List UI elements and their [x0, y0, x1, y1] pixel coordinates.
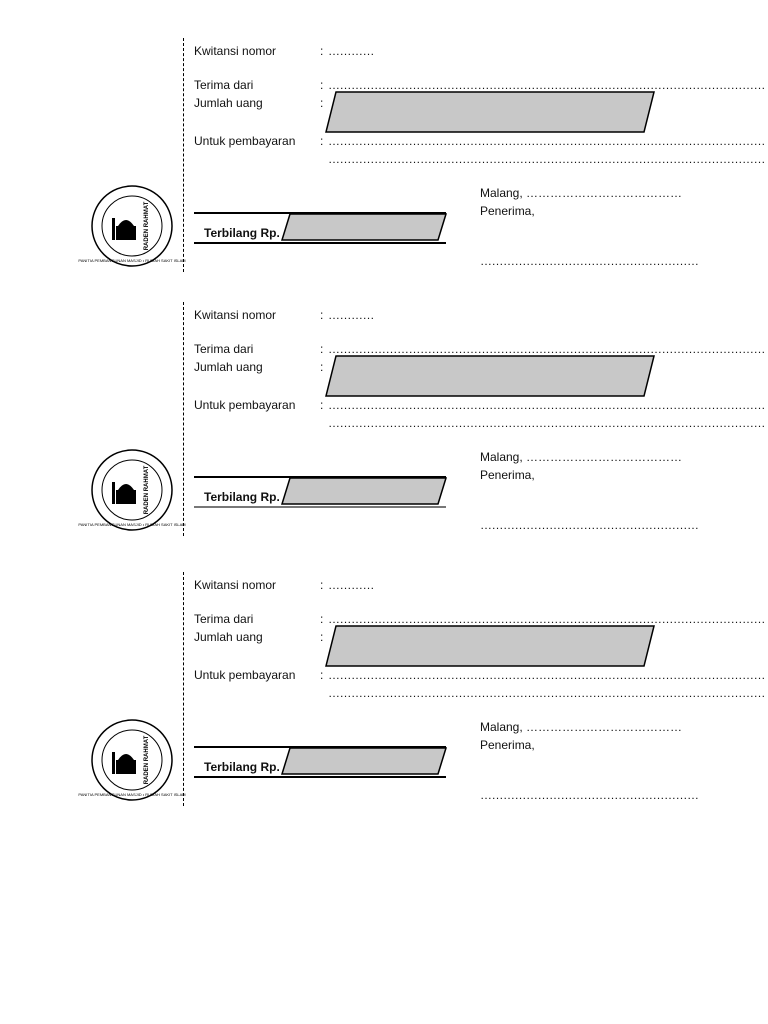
rule-bottom — [194, 776, 446, 778]
terbilang-box[interactable] — [282, 212, 448, 242]
place-date[interactable]: Malang, ………………………………… — [480, 720, 683, 734]
colon: : — [320, 398, 324, 412]
untuk-pembayaran-field-1[interactable]: …………………………………………………………………………………………………… — [328, 398, 765, 412]
signature-line[interactable]: ………………………………………………… — [480, 788, 699, 802]
penerima-label: Penerima, — [480, 468, 535, 482]
colon: : — [320, 342, 324, 356]
penerima-label: Penerima, — [480, 738, 535, 752]
kwitansi-label: Kwitansi nomor — [194, 578, 277, 592]
terima-dari-field[interactable]: …………………………………………………………………………………………………… — [328, 342, 765, 356]
colon: : — [320, 78, 324, 92]
receipt-1 — [72, 32, 765, 278]
kwitansi-label: Kwitansi nomor — [194, 308, 277, 322]
jumlah-uang-label: Jumlah uang — [194, 630, 263, 644]
terima-dari-label: Terima dari — [194, 342, 254, 356]
stamp-center-text: RADEN RAHMAT — [144, 735, 150, 785]
penerima-label: Penerima, — [480, 204, 535, 218]
kwitansi-label: Kwitansi nomor — [194, 44, 277, 58]
jumlah-uang-box[interactable] — [326, 624, 656, 668]
kwitansi-number-field[interactable]: ………… — [328, 578, 374, 592]
kwitansi-number-field[interactable]: ………… — [328, 44, 374, 58]
untuk-pembayaran-field-1[interactable]: …………………………………………………………………………………………………… — [328, 134, 765, 148]
terbilang-label: Terbilang Rp. — [204, 490, 280, 504]
stamp-logo-icon — [78, 184, 186, 268]
untuk-pembayaran-field-2[interactable]: …………………………………………………………………………………………………… — [328, 686, 765, 700]
receipt-stub — [78, 572, 184, 806]
kwitansi-number-field[interactable]: ………… — [328, 308, 374, 322]
untuk-pembayaran-label: Untuk pembayaran — [194, 668, 296, 682]
jumlah-uang-label: Jumlah uang — [194, 96, 263, 110]
untuk-pembayaran-field-1[interactable]: …………………………………………………………………………………………………… — [328, 668, 765, 682]
terbilang-label: Terbilang Rp. — [204, 226, 280, 240]
colon: : — [320, 360, 324, 374]
terima-dari-field[interactable]: …………………………………………………………………………………………………… — [328, 612, 765, 626]
signature-line[interactable]: ………………………………………………… — [480, 254, 699, 268]
receipt-stub — [78, 302, 184, 536]
colon: : — [320, 630, 324, 644]
place-date[interactable]: Malang, ………………………………… — [480, 450, 683, 464]
terima-dari-field[interactable]: …………………………………………………………………………………………………… — [328, 78, 765, 92]
rule-bottom — [194, 506, 446, 508]
colon: : — [320, 44, 324, 58]
colon: : — [320, 612, 324, 626]
colon: : — [320, 96, 324, 110]
stamp-ring-text: PANITIA PEMBANGUNAN MASJID • RUMAH SAKIT ISLAM — [78, 522, 186, 527]
jumlah-uang-label: Jumlah uang — [194, 360, 263, 374]
stamp-logo-icon — [78, 718, 186, 802]
stamp-center-text: RADEN RAHMAT — [144, 465, 150, 515]
untuk-pembayaran-label: Untuk pembayaran — [194, 398, 296, 412]
stamp-ring-text: PANITIA PEMBANGUNAN MASJID • RUMAH SAKIT ISLAM — [78, 258, 186, 263]
receipt-stub — [78, 38, 184, 272]
untuk-pembayaran-field-2[interactable]: …………………………………………………………………………………………………… — [328, 152, 765, 166]
terima-dari-label: Terima dari — [194, 612, 254, 626]
place-date[interactable]: Malang, ………………………………… — [480, 186, 683, 200]
terima-dari-label: Terima dari — [194, 78, 254, 92]
colon: : — [320, 134, 324, 148]
jumlah-uang-box[interactable] — [326, 90, 656, 134]
stamp-ring-text: PANITIA PEMBANGUNAN MASJID • RUMAH SAKIT ISLAM — [78, 792, 186, 797]
untuk-pembayaran-field-2[interactable]: …………………………………………………………………………………………………… — [328, 416, 765, 430]
untuk-pembayaran-label: Untuk pembayaran — [194, 134, 296, 148]
receipt-3 — [72, 566, 765, 812]
stamp-logo-icon — [78, 448, 186, 532]
terbilang-box[interactable] — [282, 746, 448, 776]
colon: : — [320, 668, 324, 682]
rule-bottom — [194, 242, 446, 244]
signature-line[interactable]: ………………………………………………… — [480, 518, 699, 532]
terbilang-label: Terbilang Rp. — [204, 760, 280, 774]
colon: : — [320, 578, 324, 592]
receipt-2 — [72, 296, 765, 542]
terbilang-box[interactable] — [282, 476, 448, 506]
stamp-center-text: RADEN RAHMAT — [144, 201, 150, 251]
jumlah-uang-box[interactable] — [326, 354, 656, 398]
colon: : — [320, 308, 324, 322]
